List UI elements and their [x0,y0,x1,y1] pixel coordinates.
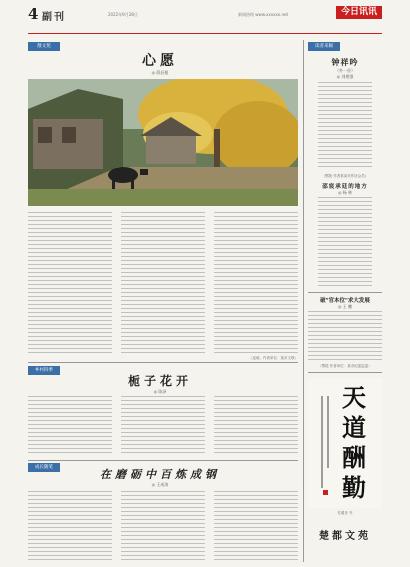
main-article-author: ◎ 薛辰根 [151,70,169,75]
page-header [0,0,410,34]
divider [28,460,298,461]
svg-text:酬: 酬 [342,443,366,472]
second-poem-author: ◎ 杨 林 [337,190,353,195]
essay-title: 破"官本位"求大发展 [320,298,370,304]
section-tag-second: 乡村四季 [28,366,60,375]
essay-note: （鄂陵 作者单位：某市纪委监委） [318,364,372,368]
third-article-column-2 [121,491,205,561]
page-name: 副刊 [42,12,66,23]
svg-text:道: 道 [342,413,366,442]
column-divider [303,40,304,562]
section-tag-poetry: 读者来稿 [308,42,340,51]
header-rule [28,33,382,34]
poem-subtitle: （外一首） [335,68,355,73]
second-article-column-3 [214,396,298,456]
divider [28,362,298,363]
third-article-column-3 [214,491,298,561]
svg-text:勤: 勤 [342,473,366,502]
second-article-column-1 [28,396,112,456]
essay-author: ◎ 王 鹏 [337,304,353,309]
second-poem-title: 邵宸承廷的地方 [322,184,368,190]
calligraphy-caption: 楚都文苑 [319,531,371,542]
calligraphy-artist: 孔增乐 书 [337,511,353,515]
poem-author: ◎ 刘建强 [336,74,354,79]
third-article-column-1 [28,491,112,561]
poem-title: 钟祥吟 [331,57,359,67]
essay-body [308,311,382,361]
poem-note: （鄂陵 作者系某市作协会员） [321,174,369,178]
second-article-column-2 [121,396,205,456]
website: 新闻热线 www.xxxxxx.net [238,12,289,17]
second-article-author: ◎ 陈泽 [153,389,167,394]
main-article-note: （连载，作者单位：某市文联） [249,356,298,360]
main-article-column-3 [214,212,298,354]
divider [308,372,382,373]
main-article-column-1 [28,212,112,354]
section-tag-main: 散文苑 [28,42,60,51]
second-article-title: 栀子花开 [127,374,192,388]
second-poem-verse [318,197,372,287]
issue-date: 2022年9月28日 [108,12,138,17]
poem-verse [318,82,372,170]
svg-text:天: 天 [342,383,366,412]
main-article-title: 心愿 [142,53,178,69]
third-article-author: ◎ 王成涛 [151,482,169,487]
calligraphy-artwork [308,378,382,508]
section-tag-third: 成长随笔 [28,463,60,472]
newspaper-logo: 今日讯讯 [336,6,382,19]
page-number: 4 [28,5,39,23]
main-article-column-2 [121,212,205,354]
divider [308,292,382,293]
third-article-title: 在磨砺中百炼成钢 [100,468,220,481]
village-photo [28,79,298,206]
